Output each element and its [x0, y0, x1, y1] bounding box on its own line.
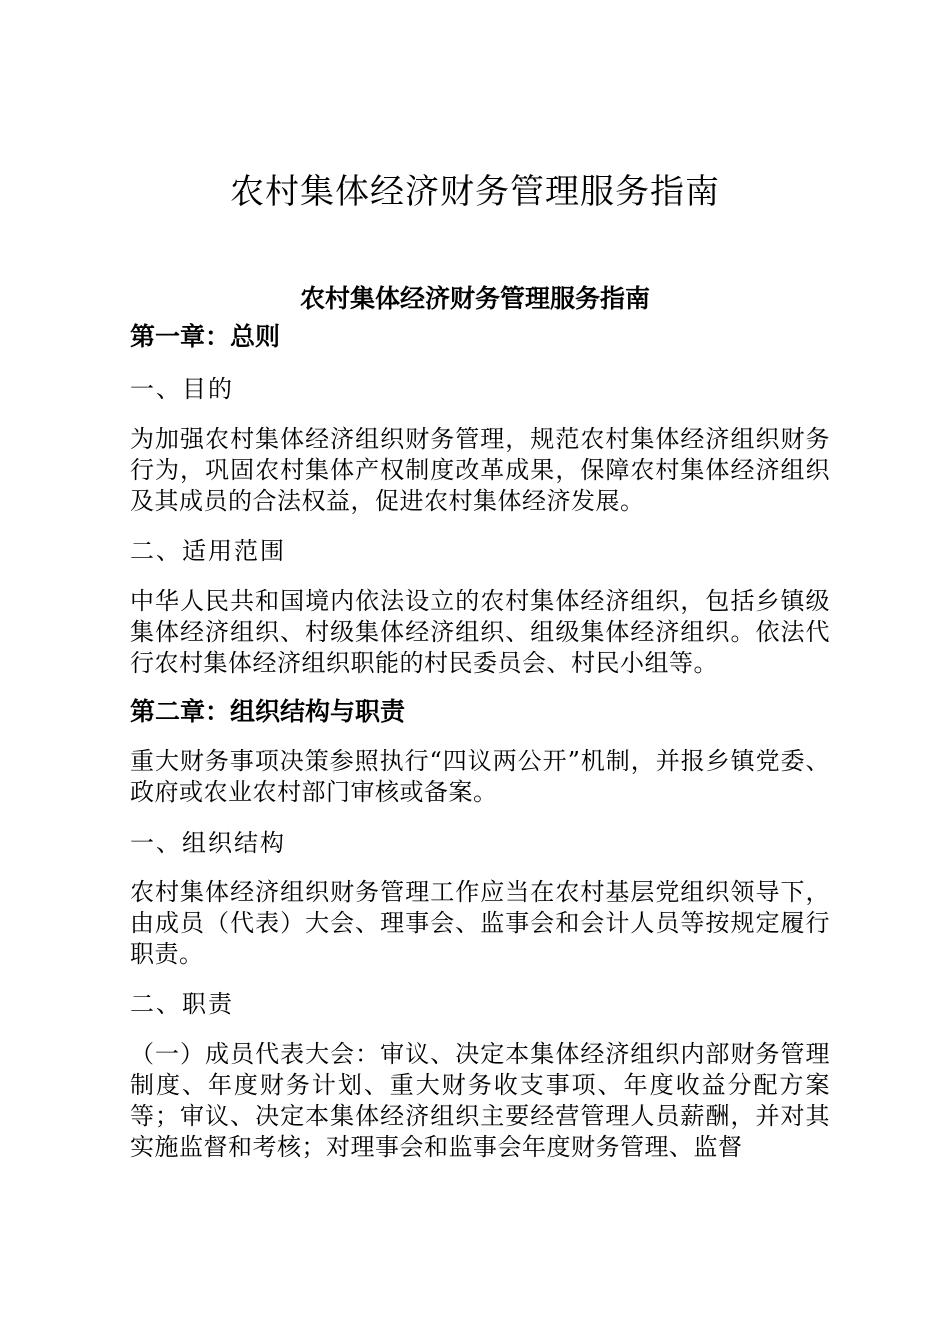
chapter2-section2-title: 二、职责 [130, 990, 234, 1018]
chapter2-section2-text: （一）成员代表大会：审议、决定本集体经济组织内部财务管理制度、年度财务计划、重大财务收支事项、年度收益分配方案等；审议、决定本集体经济组织主要经营管理人员薪酬，并对其实施监督和考核；对理事会和监事会年度财务管理、监督 [130, 1040, 830, 1161]
chapter1-section2-title: 二、适用范围 [130, 537, 286, 565]
chapter2-intro-text: 重大财务事项决策参照执行“四议两公开”机制，并报乡镇党委、政府或农业农村部门审核或备案。 [130, 747, 830, 806]
chapter2-heading: 第二章：组织结构与职责 [130, 697, 406, 726]
document-title: 农村集体经济财务管理服务指南 [230, 172, 720, 212]
chapter1-heading: 第一章：总则 [130, 322, 281, 351]
chapter2-section1-title: 一、组织结构 [130, 829, 286, 857]
chapter1-section1-title: 一、目的 [130, 375, 234, 403]
chapter1-section1-text: 为加强农村集体经济组织财务管理，规范农村集体经济组织财务行为，巩固农村集体产权制度改革成果，保障农村集体经济组织及其成员的合法权益，促进农村集体经济发展。 [130, 425, 830, 515]
document-subtitle: 农村集体经济财务管理服务指南 [299, 284, 650, 313]
chapter2-section1-text: 农村集体经济组织财务管理工作应当在农村基层党组织领导下，由成员（代表）大会、理事会、监事会和会计人员等按规定履行职责。 [130, 878, 830, 968]
chapter1-section2-text: 中华人民共和国境内依法设立的农村集体经济组织，包括乡镇级集体经济组织、村级集体经济组织、组级集体经济组织。依法代行农村集体经济组织职能的村民委员会、村民小组等。 [130, 587, 830, 677]
